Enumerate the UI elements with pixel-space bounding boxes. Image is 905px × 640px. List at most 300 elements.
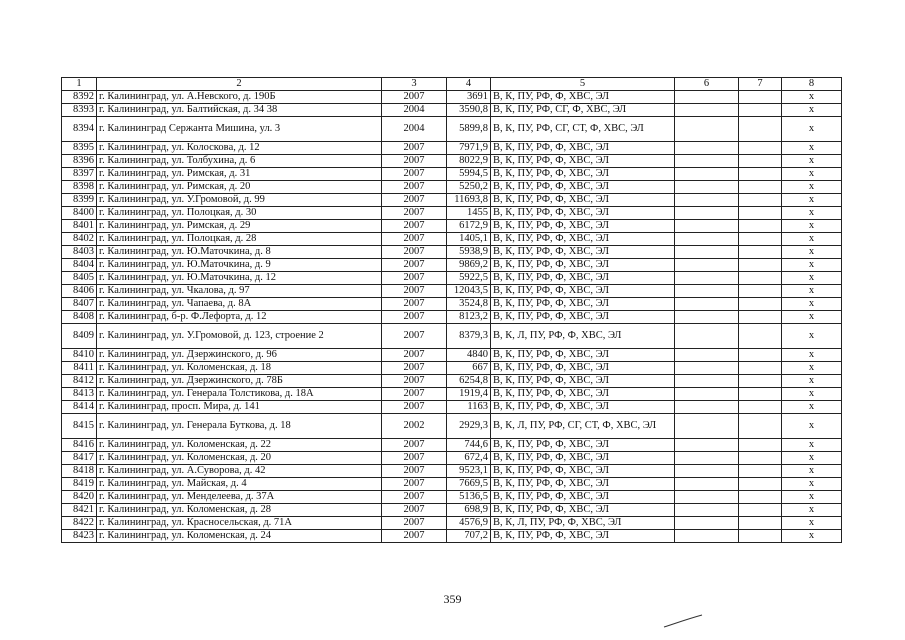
column-6-cell: [675, 298, 739, 311]
address-cell: г. Калининград, ул. Полоцкая, д. 28: [97, 233, 382, 246]
works-cell: В, К, Л, ПУ, РФ, Ф, ХВС, ЭЛ: [491, 324, 675, 349]
year-cell: 2007: [382, 349, 447, 362]
column-6-cell: [675, 452, 739, 465]
area-cell: 4840: [447, 349, 491, 362]
year-cell: 2007: [382, 452, 447, 465]
column-7-cell: [739, 104, 782, 117]
column-7-cell: [739, 194, 782, 207]
column-6-cell: [675, 362, 739, 375]
mark-cell: х: [782, 504, 842, 517]
area-cell: 744,6: [447, 439, 491, 452]
address-cell: г. Калининград, ул. Дзержинского, д. 78Б: [97, 375, 382, 388]
column-7-cell: [739, 375, 782, 388]
column-7-cell: [739, 311, 782, 324]
header-cell: 6: [675, 78, 739, 91]
works-cell: В, К, ПУ, РФ, Ф, ХВС, ЭЛ: [491, 194, 675, 207]
column-7-cell: [739, 504, 782, 517]
mark-cell: х: [782, 272, 842, 285]
table-row: [62, 349, 842, 362]
table-row: [62, 233, 842, 246]
column-7-cell: [739, 517, 782, 530]
address-cell: г. Калининград, ул. А.Суворова, д. 42: [97, 465, 382, 478]
works-cell: В, К, ПУ, РФ, Ф, ХВС, ЭЛ: [491, 388, 675, 401]
year-cell: 2007: [382, 246, 447, 259]
column-6-cell: [675, 246, 739, 259]
header-cell: 4: [447, 78, 491, 91]
mark-cell: х: [782, 388, 842, 401]
mark-cell: х: [782, 311, 842, 324]
column-6-cell: [675, 220, 739, 233]
column-6-cell: [675, 388, 739, 401]
row-number-cell: 8414: [62, 401, 97, 414]
works-cell: В, К, ПУ, РФ, Ф, ХВС, ЭЛ: [491, 452, 675, 465]
column-7-cell: [739, 285, 782, 298]
column-6-cell: [675, 349, 739, 362]
address-cell: г. Калининград, ул. Коломенская, д. 24: [97, 530, 382, 543]
year-cell: 2007: [382, 272, 447, 285]
table-row: [62, 142, 842, 155]
works-cell: В, К, ПУ, РФ, Ф, ХВС, ЭЛ: [491, 220, 675, 233]
column-7-cell: [739, 414, 782, 439]
row-number-cell: 8422: [62, 517, 97, 530]
row-number-cell: 8403: [62, 246, 97, 259]
signature-mark: [662, 612, 706, 630]
column-7-cell: [739, 259, 782, 272]
column-6-cell: [675, 259, 739, 272]
column-7-cell: [739, 91, 782, 104]
works-cell: В, К, ПУ, РФ, Ф, ХВС, ЭЛ: [491, 362, 675, 375]
column-6-cell: [675, 439, 739, 452]
table-row: [62, 117, 842, 142]
row-number-cell: 8395: [62, 142, 97, 155]
table-row: [62, 207, 842, 220]
page-number: 359: [443, 592, 462, 606]
address-cell: г. Калининград, ул. Римская, д. 31: [97, 168, 382, 181]
year-cell: 2007: [382, 375, 447, 388]
address-cell: г. Калининград, ул. Чкалова, д. 97: [97, 285, 382, 298]
mark-cell: х: [782, 465, 842, 478]
mark-cell: х: [782, 233, 842, 246]
table-row: [62, 362, 842, 375]
area-cell: 11693,8: [447, 194, 491, 207]
works-cell: В, К, ПУ, РФ, Ф, ХВС, ЭЛ: [491, 298, 675, 311]
address-cell: г. Калининград, ул. Генерала Буткова, д. 18: [97, 414, 382, 439]
works-cell: В, К, ПУ, РФ, Ф, ХВС, ЭЛ: [491, 285, 675, 298]
area-cell: 8123,2: [447, 311, 491, 324]
area-cell: 6172,9: [447, 220, 491, 233]
area-cell: 9523,1: [447, 465, 491, 478]
area-cell: 9869,2: [447, 259, 491, 272]
year-cell: 2007: [382, 207, 447, 220]
year-cell: 2007: [382, 478, 447, 491]
area-cell: 5250,2: [447, 181, 491, 194]
document-sheet: [61, 77, 817, 543]
row-number-cell: 8408: [62, 311, 97, 324]
address-cell: г. Калининград, ул. Генерала Толстикова, д. 18А: [97, 388, 382, 401]
row-number-cell: 8417: [62, 452, 97, 465]
works-cell: В, К, ПУ, РФ, Ф, ХВС, ЭЛ: [491, 142, 675, 155]
table-row: [62, 181, 842, 194]
mark-cell: х: [782, 168, 842, 181]
column-7-cell: [739, 324, 782, 349]
address-cell: г. Калининград Сержанта Мишина, ул. 3: [97, 117, 382, 142]
mark-cell: х: [782, 375, 842, 388]
row-number-cell: 8393: [62, 104, 97, 117]
address-cell: г. Калининград, ул. Красносельская, д. 71А: [97, 517, 382, 530]
address-cell: г. Калининград, ул. Коломенская, д. 18: [97, 362, 382, 375]
year-cell: 2007: [382, 491, 447, 504]
year-cell: 2007: [382, 194, 447, 207]
mark-cell: х: [782, 452, 842, 465]
works-cell: В, К, ПУ, РФ, Ф, ХВС, ЭЛ: [491, 311, 675, 324]
mark-cell: х: [782, 349, 842, 362]
area-cell: 3691: [447, 91, 491, 104]
column-7-cell: [739, 142, 782, 155]
header-cell: 1: [62, 78, 97, 91]
year-cell: 2007: [382, 504, 447, 517]
column-6-cell: [675, 181, 739, 194]
year-cell: 2007: [382, 439, 447, 452]
mark-cell: х: [782, 530, 842, 543]
mark-cell: х: [782, 491, 842, 504]
works-cell: В, К, ПУ, РФ, Ф, ХВС, ЭЛ: [491, 259, 675, 272]
table-row: [62, 517, 842, 530]
mark-cell: х: [782, 142, 842, 155]
mark-cell: х: [782, 155, 842, 168]
column-7-cell: [739, 298, 782, 311]
table-row: [62, 504, 842, 517]
works-cell: В, К, ПУ, РФ, Ф, ХВС, ЭЛ: [491, 465, 675, 478]
area-cell: 1163: [447, 401, 491, 414]
column-6-cell: [675, 530, 739, 543]
works-cell: В, К, ПУ, РФ, Ф, ХВС, ЭЛ: [491, 207, 675, 220]
row-number-cell: 8416: [62, 439, 97, 452]
row-number-cell: 8419: [62, 478, 97, 491]
table-row: [62, 401, 842, 414]
table-row: [62, 168, 842, 181]
address-cell: г. Калининград, ул. Ю.Маточкина, д. 12: [97, 272, 382, 285]
column-7-cell: [739, 155, 782, 168]
column-6-cell: [675, 465, 739, 478]
year-cell: 2007: [382, 465, 447, 478]
row-number-cell: 8421: [62, 504, 97, 517]
column-6-cell: [675, 414, 739, 439]
area-cell: 3524,8: [447, 298, 491, 311]
address-cell: г. Калининград, ул. Майская, д. 4: [97, 478, 382, 491]
table-row: [62, 246, 842, 259]
row-number-cell: 8404: [62, 259, 97, 272]
area-cell: 8379,3: [447, 324, 491, 349]
area-cell: 4576,9: [447, 517, 491, 530]
row-number-cell: 8420: [62, 491, 97, 504]
year-cell: 2007: [382, 168, 447, 181]
column-6-cell: [675, 142, 739, 155]
works-cell: В, К, ПУ, РФ, Ф, ХВС, ЭЛ: [491, 530, 675, 543]
row-number-cell: 8394: [62, 117, 97, 142]
column-6-cell: [675, 311, 739, 324]
mark-cell: х: [782, 220, 842, 233]
works-cell: В, К, ПУ, РФ, СГ, Ф, ХВС, ЭЛ: [491, 104, 675, 117]
column-6-cell: [675, 375, 739, 388]
header-cell: 7: [739, 78, 782, 91]
column-7-cell: [739, 233, 782, 246]
area-cell: 672,4: [447, 452, 491, 465]
year-cell: 2007: [382, 181, 447, 194]
row-number-cell: 8411: [62, 362, 97, 375]
address-cell: г. Калининград, ул. Дзержинского, д. 96: [97, 349, 382, 362]
area-cell: 1455: [447, 207, 491, 220]
works-cell: В, К, ПУ, РФ, Ф, ХВС, ЭЛ: [491, 91, 675, 104]
address-cell: г. Калининград, ул. Ю.Маточкина, д. 8: [97, 246, 382, 259]
row-number-cell: 8407: [62, 298, 97, 311]
address-cell: г. Калининград, ул. Колосковa, д. 12: [97, 142, 382, 155]
works-cell: В, К, ПУ, РФ, Ф, ХВС, ЭЛ: [491, 246, 675, 259]
year-cell: 2004: [382, 117, 447, 142]
area-cell: 698,9: [447, 504, 491, 517]
address-cell: г. Калининград, просп. Мира, д. 141: [97, 401, 382, 414]
column-6-cell: [675, 491, 739, 504]
row-number-cell: 8400: [62, 207, 97, 220]
works-cell: В, К, ПУ, РФ, СГ, СТ, Ф, ХВС, ЭЛ: [491, 117, 675, 142]
row-number-cell: 8401: [62, 220, 97, 233]
column-6-cell: [675, 104, 739, 117]
table-row: [62, 439, 842, 452]
table-row: [62, 194, 842, 207]
mark-cell: х: [782, 285, 842, 298]
row-number-cell: 8397: [62, 168, 97, 181]
year-cell: 2007: [382, 530, 447, 543]
mark-cell: х: [782, 298, 842, 311]
table-row: [62, 375, 842, 388]
year-cell: 2007: [382, 388, 447, 401]
works-cell: В, К, ПУ, РФ, Ф, ХВС, ЭЛ: [491, 233, 675, 246]
row-number-cell: 8396: [62, 155, 97, 168]
area-cell: 707,2: [447, 530, 491, 543]
mark-cell: х: [782, 478, 842, 491]
header-cell: 3: [382, 78, 447, 91]
row-number-cell: 8423: [62, 530, 97, 543]
column-7-cell: [739, 117, 782, 142]
table-row: [62, 220, 842, 233]
column-6-cell: [675, 504, 739, 517]
column-7-cell: [739, 168, 782, 181]
area-cell: 7971,9: [447, 142, 491, 155]
area-cell: 5994,5: [447, 168, 491, 181]
works-cell: В, К, ПУ, РФ, Ф, ХВС, ЭЛ: [491, 375, 675, 388]
area-cell: 2929,3: [447, 414, 491, 439]
year-cell: 2007: [382, 298, 447, 311]
area-cell: 12043,5: [447, 285, 491, 298]
table-row: [62, 491, 842, 504]
works-cell: В, К, Л, ПУ, РФ, Ф, ХВС, ЭЛ: [491, 517, 675, 530]
row-number-cell: 8398: [62, 181, 97, 194]
area-cell: 5899,8: [447, 117, 491, 142]
area-cell: 7669,5: [447, 478, 491, 491]
column-6-cell: [675, 168, 739, 181]
table-row: [62, 104, 842, 117]
table-row: [62, 465, 842, 478]
mark-cell: х: [782, 414, 842, 439]
column-6-cell: [675, 517, 739, 530]
column-6-cell: [675, 194, 739, 207]
address-cell: г. Калининград, ул. Коломенская, д. 28: [97, 504, 382, 517]
year-cell: 2007: [382, 220, 447, 233]
address-cell: г. Калининград, ул. Толбухина, д. 6: [97, 155, 382, 168]
year-cell: 2007: [382, 517, 447, 530]
area-cell: 1405,1: [447, 233, 491, 246]
year-cell: 2007: [382, 233, 447, 246]
table-row: [62, 298, 842, 311]
header-row: [62, 78, 842, 91]
mark-cell: х: [782, 117, 842, 142]
area-cell: 6254,8: [447, 375, 491, 388]
row-number-cell: 8410: [62, 349, 97, 362]
area-cell: 8022,9: [447, 155, 491, 168]
works-cell: В, К, ПУ, РФ, Ф, ХВС, ЭЛ: [491, 272, 675, 285]
column-7-cell: [739, 401, 782, 414]
address-cell: г. Калининград, ул. Римская, д. 20: [97, 181, 382, 194]
works-cell: В, К, ПУ, РФ, Ф, ХВС, ЭЛ: [491, 155, 675, 168]
row-number-cell: 8413: [62, 388, 97, 401]
table-row: [62, 530, 842, 543]
area-cell: 5922,5: [447, 272, 491, 285]
column-7-cell: [739, 207, 782, 220]
table-row: [62, 285, 842, 298]
column-6-cell: [675, 117, 739, 142]
column-6-cell: [675, 207, 739, 220]
table-row: [62, 452, 842, 465]
column-6-cell: [675, 478, 739, 491]
mark-cell: х: [782, 324, 842, 349]
mark-cell: х: [782, 104, 842, 117]
year-cell: 2007: [382, 259, 447, 272]
table-row: [62, 272, 842, 285]
row-number-cell: 8405: [62, 272, 97, 285]
row-number-cell: 8392: [62, 91, 97, 104]
mark-cell: х: [782, 91, 842, 104]
table-row: [62, 324, 842, 349]
year-cell: 2002: [382, 414, 447, 439]
header-cell: 8: [782, 78, 842, 91]
mark-cell: х: [782, 362, 842, 375]
works-cell: В, К, ПУ, РФ, Ф, ХВС, ЭЛ: [491, 349, 675, 362]
column-7-cell: [739, 439, 782, 452]
column-7-cell: [739, 246, 782, 259]
table-row: [62, 311, 842, 324]
address-cell: г. Калининград, б-р. Ф.Лефорта, д. 12: [97, 311, 382, 324]
year-cell: 2004: [382, 104, 447, 117]
address-cell: г. Калининград, ул. Коломенская, д. 20: [97, 452, 382, 465]
year-cell: 2007: [382, 91, 447, 104]
column-7-cell: [739, 530, 782, 543]
row-number-cell: 8406: [62, 285, 97, 298]
column-6-cell: [675, 285, 739, 298]
column-7-cell: [739, 349, 782, 362]
column-6-cell: [675, 91, 739, 104]
mark-cell: х: [782, 194, 842, 207]
mark-cell: х: [782, 439, 842, 452]
area-cell: 1919,4: [447, 388, 491, 401]
column-7-cell: [739, 181, 782, 194]
area-cell: 5938,9: [447, 246, 491, 259]
address-cell: г. Калининград, ул. Балтийская, д. 34 38: [97, 104, 382, 117]
address-cell: г. Калининград, ул. А.Невского, д. 190Б: [97, 91, 382, 104]
address-cell: г. Калининград, ул. Менделеева, д. 37А: [97, 491, 382, 504]
address-cell: г. Калининград, ул. У.Громовой, д. 123, строение 2: [97, 324, 382, 349]
address-cell: г. Калининград, ул. Полоцкая, д. 30: [97, 207, 382, 220]
area-cell: 667: [447, 362, 491, 375]
row-number-cell: 8402: [62, 233, 97, 246]
mark-cell: х: [782, 517, 842, 530]
year-cell: 2007: [382, 142, 447, 155]
works-cell: В, К, Л, ПУ, РФ, СГ, СТ, Ф, ХВС, ЭЛ: [491, 414, 675, 439]
row-number-cell: 8409: [62, 324, 97, 349]
address-cell: г. Калининград, ул. Коломенская, д. 22: [97, 439, 382, 452]
table-row: [62, 259, 842, 272]
table-row: [62, 388, 842, 401]
works-cell: В, К, ПУ, РФ, Ф, ХВС, ЭЛ: [491, 491, 675, 504]
column-6-cell: [675, 401, 739, 414]
address-cell: г. Калининград, ул. У.Громовой, д. 99: [97, 194, 382, 207]
row-number-cell: 8418: [62, 465, 97, 478]
year-cell: 2007: [382, 311, 447, 324]
mark-cell: х: [782, 181, 842, 194]
column-6-cell: [675, 272, 739, 285]
buildings-table: [61, 77, 842, 543]
mark-cell: х: [782, 246, 842, 259]
address-cell: г. Калининград, ул. Ю.Маточкина, д. 9: [97, 259, 382, 272]
works-cell: В, К, ПУ, РФ, Ф, ХВС, ЭЛ: [491, 401, 675, 414]
year-cell: 2007: [382, 362, 447, 375]
year-cell: 2007: [382, 324, 447, 349]
year-cell: 2007: [382, 401, 447, 414]
address-cell: г. Калининград, ул. Римская, д. 29: [97, 220, 382, 233]
column-6-cell: [675, 155, 739, 168]
row-number-cell: 8399: [62, 194, 97, 207]
works-cell: В, К, ПУ, РФ, Ф, ХВС, ЭЛ: [491, 504, 675, 517]
mark-cell: х: [782, 207, 842, 220]
area-cell: 3590,8: [447, 104, 491, 117]
column-7-cell: [739, 220, 782, 233]
works-cell: В, К, ПУ, РФ, Ф, ХВС, ЭЛ: [491, 168, 675, 181]
area-cell: 5136,5: [447, 491, 491, 504]
table-row: [62, 478, 842, 491]
header-cell: 5: [491, 78, 675, 91]
column-7-cell: [739, 272, 782, 285]
column-7-cell: [739, 491, 782, 504]
column-6-cell: [675, 324, 739, 349]
works-cell: В, К, ПУ, РФ, Ф, ХВС, ЭЛ: [491, 478, 675, 491]
column-7-cell: [739, 388, 782, 401]
address-cell: г. Калининград, ул. Чапаева, д. 8А: [97, 298, 382, 311]
table-row: [62, 91, 842, 104]
row-number-cell: 8412: [62, 375, 97, 388]
works-cell: В, К, ПУ, РФ, Ф, ХВС, ЭЛ: [491, 181, 675, 194]
column-7-cell: [739, 452, 782, 465]
row-number-cell: 8415: [62, 414, 97, 439]
header-cell: 2: [97, 78, 382, 91]
column-7-cell: [739, 465, 782, 478]
column-6-cell: [675, 233, 739, 246]
column-7-cell: [739, 478, 782, 491]
year-cell: 2007: [382, 285, 447, 298]
mark-cell: х: [782, 259, 842, 272]
year-cell: 2007: [382, 155, 447, 168]
column-7-cell: [739, 362, 782, 375]
table-row: [62, 155, 842, 168]
works-cell: В, К, ПУ, РФ, Ф, ХВС, ЭЛ: [491, 439, 675, 452]
table-body: [62, 91, 842, 543]
